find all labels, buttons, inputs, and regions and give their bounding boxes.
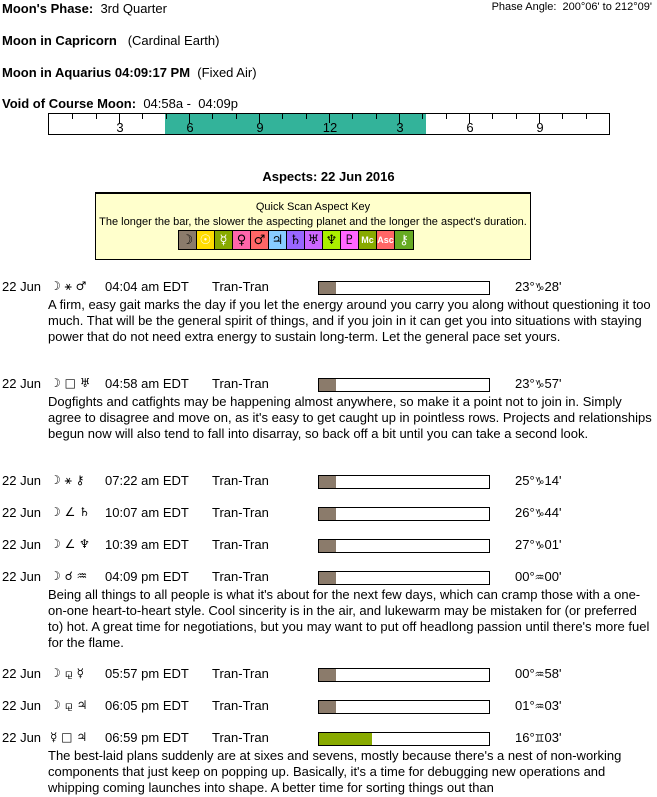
aspect-position	[515, 537, 562, 552]
aspect-type: Tran-Tran	[212, 505, 269, 520]
aspect-duration-bar	[318, 475, 490, 489]
timeline-tick	[352, 114, 353, 119]
zodiac-sign-icon: ♑	[534, 475, 545, 488]
aspect-date: 22 Jun	[2, 569, 42, 584]
aspect-position	[515, 698, 562, 713]
aspect-glyphs-icon: ☽ ⚹ ♂	[50, 279, 87, 293]
timeline-tick	[96, 114, 97, 119]
aspect-degree: 27°	[515, 537, 535, 552]
void-period-band	[165, 114, 426, 134]
timeline-tick	[516, 114, 517, 119]
aspect-minutes: 58'	[544, 666, 562, 681]
aspect-duration-bar	[318, 378, 490, 392]
timeline-tick	[142, 114, 143, 119]
aspect-date: 22 Jun	[2, 473, 42, 488]
aspect-duration-fill	[319, 733, 372, 745]
key-neptune-icon: ♆	[323, 231, 341, 249]
aspect-minutes: 01'	[544, 537, 562, 552]
aspect-time: 07:22 am EDT	[105, 473, 189, 488]
zodiac-sign-icon: ♑	[534, 378, 545, 391]
aspect-time: 04:04 am EDT	[105, 279, 189, 294]
aspect-type: Tran-Tran	[212, 537, 269, 552]
aspect-time: 06:59 pm EDT	[105, 730, 189, 745]
timeline-tick	[492, 114, 493, 119]
zodiac-sign-icon: ♊	[534, 732, 545, 745]
moon-phase-line	[2, 1, 167, 16]
aspect-glyphs-icon: ☽ ⚼ ♃	[50, 698, 88, 712]
aspect-position	[515, 376, 562, 391]
key-saturn-icon: ♄	[287, 231, 305, 249]
aspect-minutes: 28'	[544, 279, 562, 294]
timeline-tick	[446, 114, 447, 119]
key-chiron-icon: ⚷	[395, 231, 413, 249]
timeline-hour-label: 6	[466, 120, 474, 135]
timeline-hour-label: 3	[396, 120, 404, 135]
aspect-duration-fill	[319, 572, 336, 584]
aspect-type: Tran-Tran	[212, 376, 269, 391]
moon-sign-line	[2, 33, 219, 48]
zodiac-sign-icon: ♒	[534, 571, 545, 584]
aspect-time: 05:57 pm EDT	[105, 666, 189, 681]
key-title: Quick Scan Aspect Key	[255, 201, 371, 213]
aspect-entry	[0, 730, 657, 796]
aspect-header	[0, 666, 657, 684]
moon-ingress-note: (Fixed Air)	[197, 65, 257, 80]
aspect-type: Tran-Tran	[212, 698, 269, 713]
aspect-date: 22 Jun	[2, 505, 42, 520]
aspect-degree: 01°	[515, 698, 535, 713]
aspect-degree: 00°	[515, 569, 535, 584]
aspect-entry	[0, 698, 657, 716]
timeline-tick	[236, 114, 237, 119]
aspect-duration-fill	[319, 701, 336, 713]
aspect-duration-bar	[318, 700, 490, 714]
aspect-date: 22 Jun	[2, 279, 42, 294]
timeline-tick	[166, 114, 167, 119]
aspect-degree: 23°	[515, 376, 535, 391]
aspect-time: 10:39 am EDT	[105, 537, 189, 552]
aspect-glyphs-icon: ☽ ☌ ♒	[50, 569, 88, 583]
void-of-course-line	[2, 96, 238, 111]
timeline-hour-label: 3	[116, 120, 124, 135]
aspect-duration-fill	[319, 476, 336, 488]
key-planet-row	[178, 230, 414, 250]
aspect-entry	[0, 537, 657, 555]
aspect-description: Dogfights and catfights may be happening almost anywhere, so make it a point not to join in. Simply agree to disagree and move on, as it's easy to get caught up in pointless rows. Projects and relationships begun now will also tend to fall into disarray, so back off a bit until you can take a second look.	[48, 394, 652, 441]
timeline-tick	[306, 114, 307, 119]
aspect-degree: 00°	[515, 666, 535, 681]
zodiac-sign-icon: ♒	[534, 668, 545, 681]
key-venus-icon: ♀	[233, 231, 251, 249]
aspect-degree: 26°	[515, 505, 535, 520]
aspect-duration-bar	[318, 668, 490, 682]
aspect-duration-fill	[319, 379, 336, 391]
timeline-hour-label: 6	[186, 120, 194, 135]
aspect-date: 22 Jun	[2, 537, 42, 552]
aspect-glyphs-icon: ☽ ∠ ♆	[50, 537, 90, 551]
aspect-time: 10:07 am EDT	[105, 505, 189, 520]
aspect-header	[0, 730, 657, 748]
timeline-hour-label: 9	[536, 120, 544, 135]
zodiac-sign-icon: ♑	[534, 507, 545, 520]
aspect-header	[0, 473, 657, 491]
aspect-type: Tran-Tran	[212, 569, 269, 584]
aspect-entry	[0, 569, 657, 651]
aspect-minutes: 44'	[544, 505, 562, 520]
aspect-glyphs-icon: ☽ ∠ ♄	[50, 505, 90, 519]
aspect-date: 22 Jun	[2, 666, 42, 681]
aspect-entry	[0, 666, 657, 684]
aspect-duration-fill	[319, 508, 336, 520]
void-of-course-timeline	[48, 113, 610, 135]
aspect-position	[515, 473, 562, 488]
moon-ingress-label: Moon in Aquarius 04:09:17 PM	[2, 65, 191, 80]
aspect-header	[0, 569, 657, 587]
voc-value: 04:58a - 04:09p	[143, 96, 239, 111]
key-midheaven-icon: Mc	[359, 231, 377, 249]
key-jupiter-icon: ♃	[269, 231, 287, 249]
aspect-time: 04:09 pm EDT	[105, 569, 189, 584]
aspect-duration-bar	[318, 732, 490, 746]
key-uranus-icon: ♅	[305, 231, 323, 249]
aspect-entry	[0, 279, 657, 345]
aspect-time: 04:58 am EDT	[105, 376, 189, 391]
aspect-minutes: 03'	[544, 730, 562, 745]
key-moon-icon: ☽	[179, 231, 197, 249]
aspect-minutes: 03'	[544, 698, 562, 713]
aspect-header	[0, 537, 657, 555]
aspect-minutes: 00'	[544, 569, 562, 584]
aspect-duration-fill	[319, 282, 336, 294]
aspect-degree: 16°	[515, 730, 535, 745]
aspect-position	[515, 505, 562, 520]
zodiac-sign-icon: ♑	[534, 281, 545, 294]
key-mercury-icon: ☿	[215, 231, 233, 249]
aspect-duration-bar	[318, 281, 490, 295]
moon-ingress-line	[2, 65, 257, 80]
key-sun-icon: ☉	[197, 231, 215, 249]
aspect-date: 22 Jun	[2, 698, 42, 713]
moon-phase-value: 3rd Quarter	[100, 1, 167, 16]
timeline-tick	[422, 114, 423, 119]
moon-sign-label: Moon in Capricorn	[2, 33, 117, 48]
aspect-time: 06:05 pm EDT	[105, 698, 189, 713]
aspect-position	[515, 730, 562, 745]
aspect-description: A firm, easy gait marks the day if you let the energy around you carry you along without questioning it too much. That will be the general spirit of things, and if you join in it can get you into situations with staying power that do not need extra energy to sustain long-term. Let the general pace set yours.	[48, 297, 651, 344]
aspect-date: 22 Jun	[2, 376, 42, 391]
aspect-date: 22 Jun	[2, 730, 42, 745]
aspect-header	[0, 698, 657, 716]
aspect-minutes: 14'	[544, 473, 562, 488]
aspect-duration-bar	[318, 507, 490, 521]
aspect-type: Tran-Tran	[212, 473, 269, 488]
key-description: The longer the bar, the slower the aspecting planet and the longer the aspect's duration.	[99, 216, 527, 228]
moon-phase-label: Moon's Phase:	[2, 1, 94, 16]
timeline-tick	[586, 114, 587, 119]
timeline-tick	[72, 114, 73, 119]
aspect-minutes: 57'	[544, 376, 562, 391]
aspect-key-box	[95, 192, 531, 260]
aspect-position	[515, 569, 562, 584]
aspect-glyphs-icon: ☿ □ ♃	[50, 730, 88, 744]
timeline-tick	[376, 114, 377, 119]
aspect-type: Tran-Tran	[212, 279, 269, 294]
aspect-header	[0, 279, 657, 297]
zodiac-sign-icon: ♒	[534, 700, 545, 713]
voc-label: Void of Course Moon:	[2, 96, 137, 111]
timeline-hour-label: 9	[256, 120, 264, 135]
timeline-hour-label: 12	[322, 120, 338, 135]
aspect-header	[0, 376, 657, 394]
aspect-duration-fill	[319, 540, 336, 552]
aspect-entry	[0, 505, 657, 523]
aspect-description: The best-laid plans suddenly are at sixes and sevens, mostly because there's a nest of non-working components that just keep on popping up. Basically, it's a time for debugging new operations and whipping coming launches into shape. A better time for sorting things out than	[48, 748, 622, 795]
aspect-duration-fill	[319, 669, 336, 681]
phase-angle: Phase Angle: 200°06' to 212°09'	[491, 1, 652, 13]
timeline-tick	[212, 114, 213, 119]
aspect-glyphs-icon: ☽ ⚼ ☿	[50, 666, 85, 680]
moon-sign-note: (Cardinal Earth)	[127, 33, 220, 48]
aspect-duration-bar	[318, 571, 490, 585]
timeline-tick	[282, 114, 283, 119]
zodiac-sign-icon: ♑	[534, 539, 545, 552]
key-pluto-icon: ♇	[341, 231, 359, 249]
aspect-header	[0, 505, 657, 523]
aspect-description: Being all things to all people is what it's about for the next few days, which can cramp those with a one-on-one heart-to-heart style. Cool sincerity is in the air, and lukewarm may be mistaken for (or preferred to) hot. A great time for negotiations, but you may want to put off headlong passion until there's more fuel for the flame.	[48, 587, 650, 650]
key-ascendant-icon: Asc	[377, 231, 395, 249]
aspects-title: Aspects: 22 Jun 2016	[262, 169, 395, 184]
aspect-duration-bar	[318, 539, 490, 553]
aspect-degree: 23°	[515, 279, 535, 294]
key-mars-icon: ♂	[251, 231, 269, 249]
aspect-glyphs-icon: ☽ □ ♅	[50, 376, 91, 390]
aspect-degree: 25°	[515, 473, 535, 488]
aspect-entry	[0, 473, 657, 491]
aspect-entry	[0, 376, 657, 442]
aspect-position	[515, 279, 562, 294]
aspect-type: Tran-Tran	[212, 730, 269, 745]
aspect-position	[515, 666, 562, 681]
aspect-glyphs-icon: ☽ ⚹ ⚷	[50, 473, 85, 487]
timeline-tick	[562, 114, 563, 119]
aspect-type: Tran-Tran	[212, 666, 269, 681]
